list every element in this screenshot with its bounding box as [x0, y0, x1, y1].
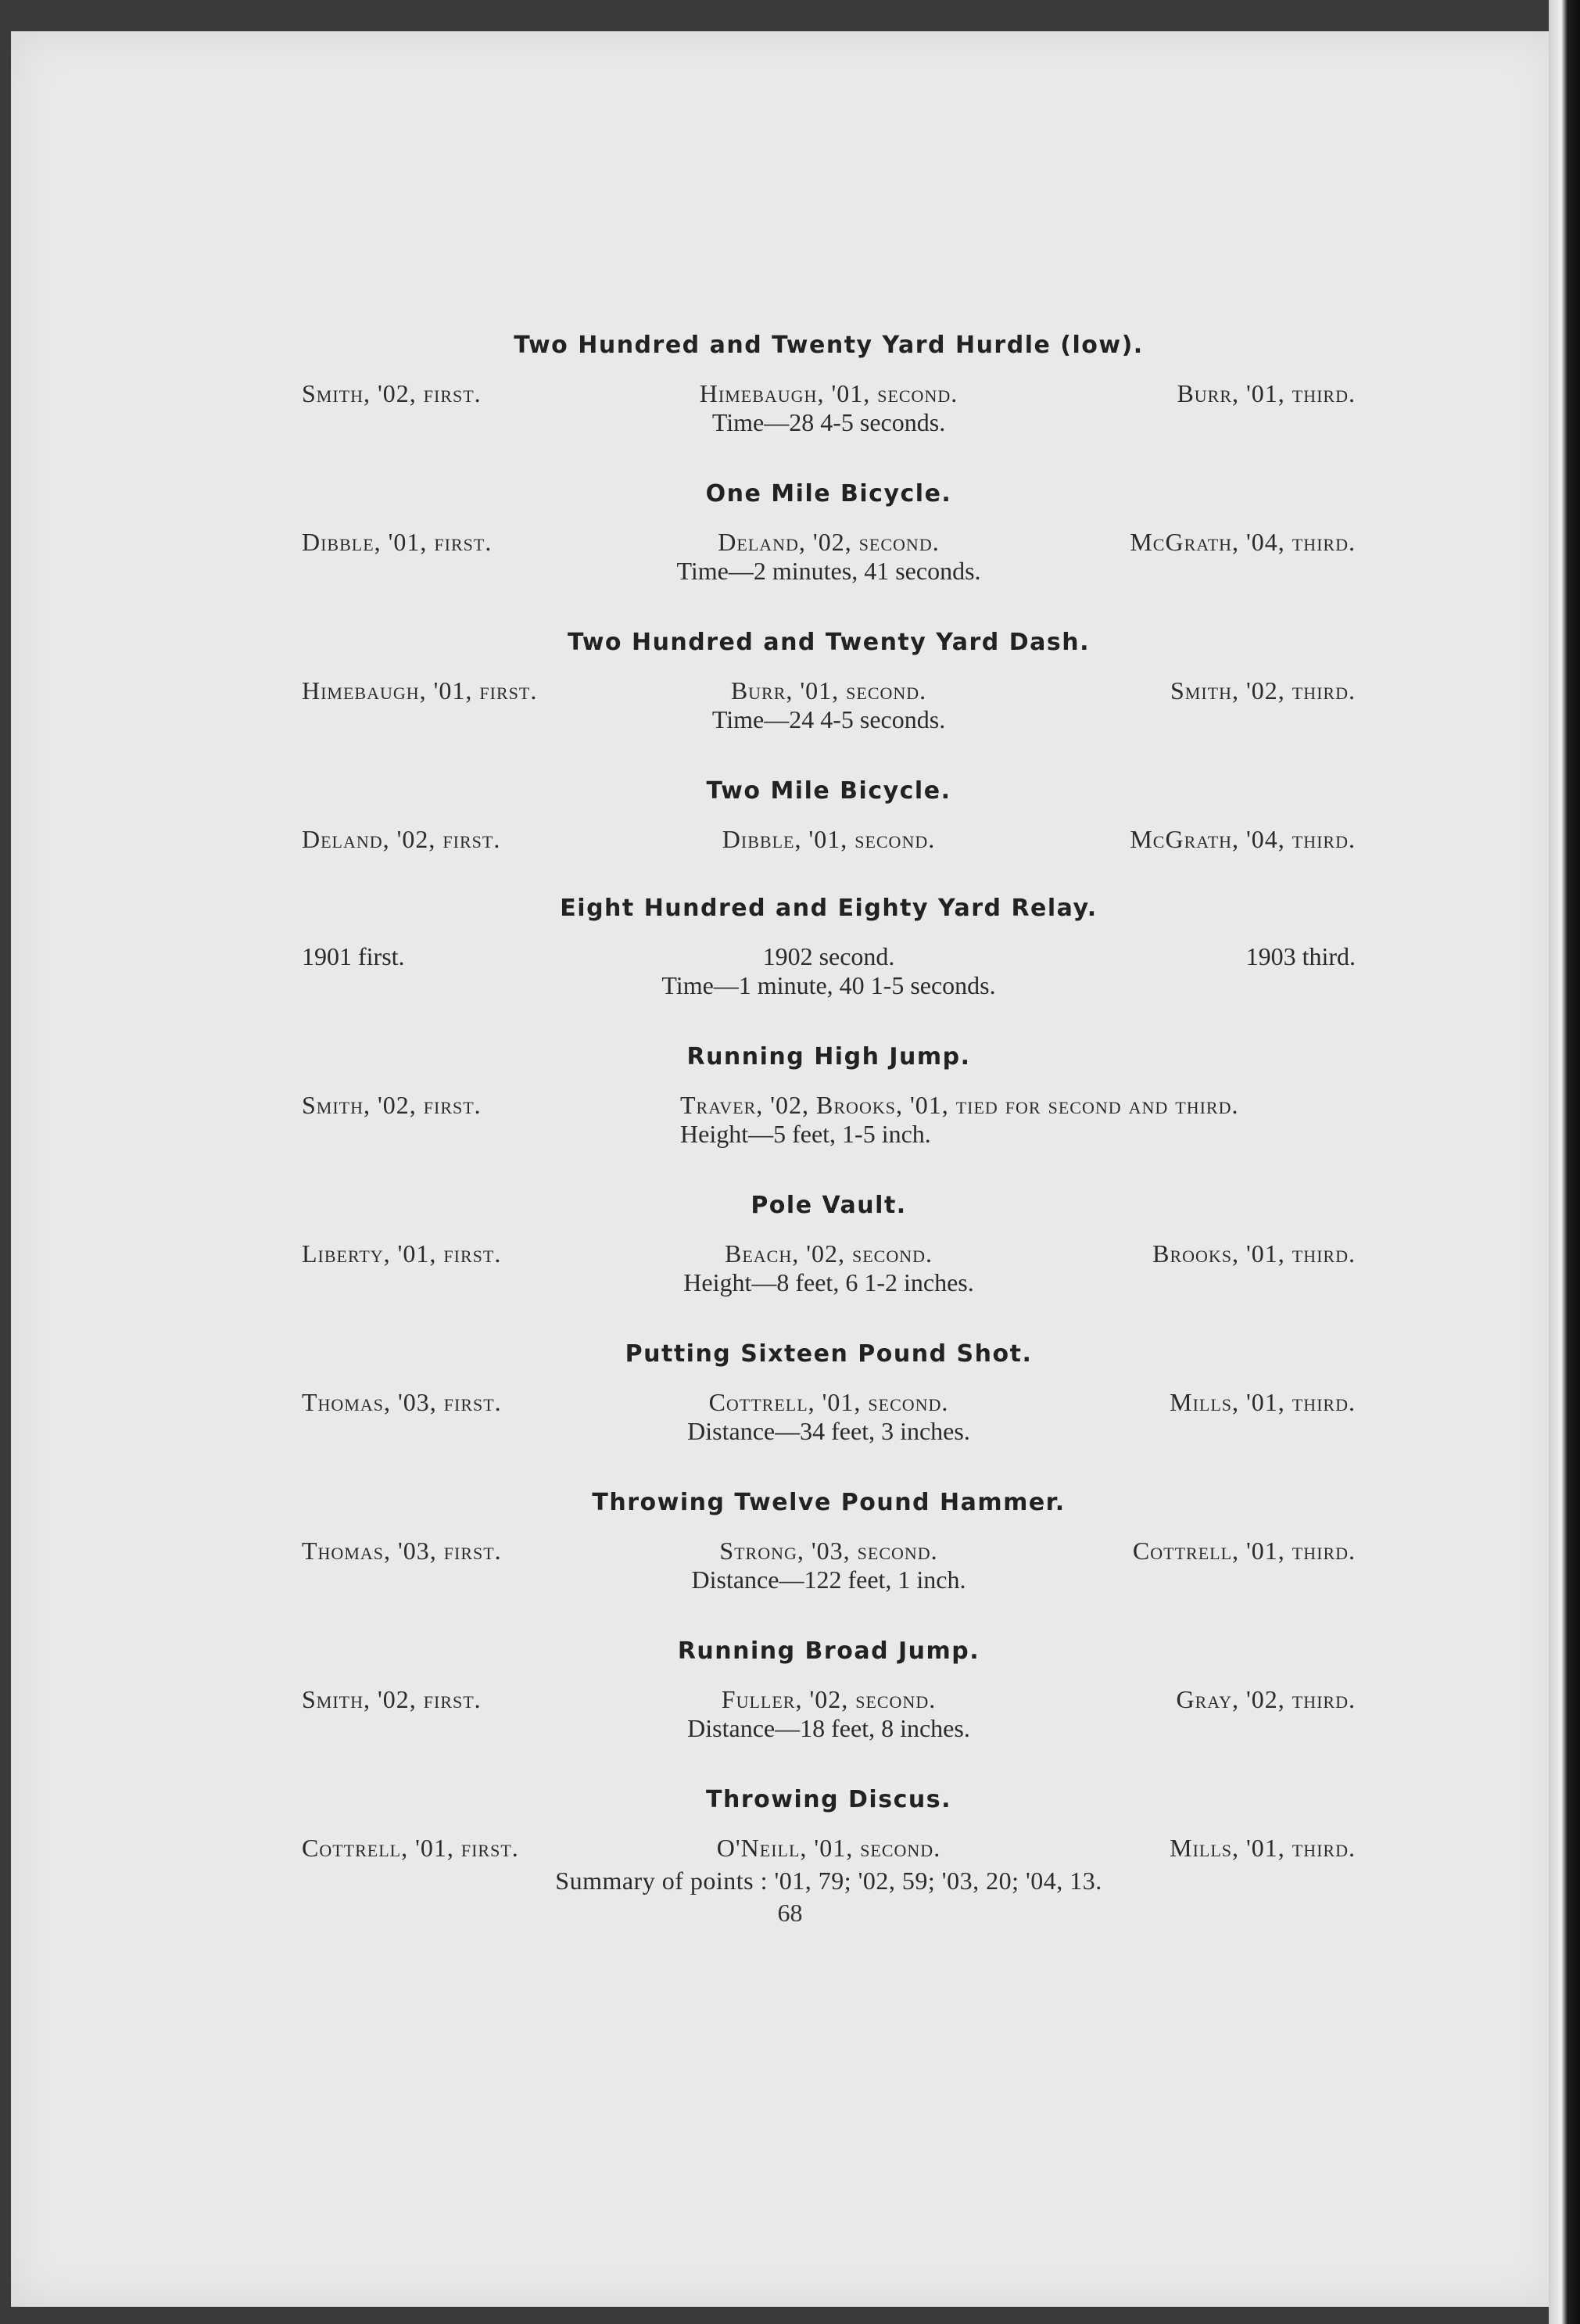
third-place: Smith, '02, third. [1170, 676, 1356, 705]
event-title: Running Broad Jump. [677, 1637, 980, 1665]
placings-row [291, 1684, 1367, 1714]
first-place: Thomas, '03, first. [302, 1388, 502, 1416]
event-shot-put [291, 1337, 1367, 1445]
event-result: Height—8 feet, 6 1-2 inches. [683, 1268, 974, 1296]
event-title: One Mile Bicycle. [705, 480, 952, 507]
event-result: Time—2 minutes, 41 seconds. [676, 557, 981, 585]
third-place: 1903 third. [1245, 942, 1356, 970]
second-place: Himebaugh, '01, second. [699, 379, 958, 407]
first-place: Himebaugh, '01, first. [302, 676, 538, 705]
event-title: Eight Hundred and Eighty Yard Relay. [560, 895, 1098, 922]
event-220-yard-hurdle [291, 328, 1367, 436]
event-discus [291, 1783, 1367, 1863]
event-title: Two Hundred and Twenty Yard Hurdle (low). [514, 332, 1144, 359]
event-result: Distance—34 feet, 3 inches. [687, 1417, 970, 1445]
event-result: Time—24 4-5 seconds. [711, 705, 946, 733]
event-result: Height—5 feet, 1-5 inch. [680, 1120, 931, 1148]
page-number: 68 [777, 1899, 803, 1927]
third-place: McGrath, '04, third. [1130, 825, 1356, 853]
second-place: Burr, '01, second. [730, 676, 927, 705]
second-place: Deland, '02, second. [718, 528, 940, 556]
event-880-yard-relay [291, 891, 1367, 999]
results-list [291, 328, 1367, 1895]
event-result: Distance—122 feet, 1 inch. [691, 1565, 966, 1594]
event-title: Two Hundred and Twenty Yard Dash. [568, 629, 1090, 656]
event-title: Throwing Twelve Pound Hammer. [592, 1489, 1066, 1516]
event-result: Time—28 4-5 seconds. [711, 408, 946, 436]
event-title: Pole Vault. [751, 1192, 907, 1219]
placings-row [291, 824, 1367, 854]
page-edge [1549, 0, 1580, 2324]
second-place: Cottrell, '01, second. [708, 1388, 949, 1416]
first-place: Liberty, '01, first. [302, 1239, 502, 1268]
first-place: Deland, '02, first. [302, 825, 501, 853]
event-one-mile-bicycle [291, 477, 1367, 585]
event-pole-vault [291, 1189, 1367, 1296]
first-place: Smith, '02, first. [302, 379, 482, 407]
placings-row [291, 527, 1367, 557]
event-220-yard-dash [291, 626, 1367, 733]
first-place: Smith, '02, first. [302, 1685, 482, 1713]
first-place: Cottrell, '01, first. [302, 1834, 519, 1862]
second-place: Dibble, '01, second. [722, 825, 936, 853]
placings-row [291, 1090, 1367, 1120]
third-place: Burr, '01, third. [1177, 379, 1356, 407]
placings-row [291, 378, 1367, 408]
second-place: Beach, '02, second. [724, 1239, 933, 1268]
third-place: Cottrell, '01, third. [1132, 1537, 1356, 1565]
third-place: Mills, '01, third. [1170, 1388, 1356, 1416]
third-place: Mills, '01, third. [1170, 1834, 1356, 1862]
event-result: Time—1 minute, 40 1-5 seconds. [661, 971, 996, 999]
placings-row [291, 941, 1367, 971]
second-place: Fuller, '02, second. [721, 1685, 937, 1713]
placings-row [291, 1387, 1367, 1417]
first-place: Smith, '02, first. [302, 1091, 482, 1119]
event-result: Distance—18 feet, 8 inches. [687, 1714, 970, 1742]
placings-row [291, 676, 1367, 705]
event-running-high-jump [291, 1040, 1367, 1148]
event-hammer-throw [291, 1486, 1367, 1594]
event-title: Two Mile Bicycle. [706, 777, 951, 805]
first-place: Thomas, '03, first. [302, 1537, 502, 1565]
second-place: Strong, '03, second. [719, 1537, 938, 1565]
event-two-mile-bicycle [291, 774, 1367, 854]
placings-row [291, 1833, 1367, 1863]
points-summary: Summary of points : '01, 79; '02, 59; '03, 20; '04, 13. [555, 1867, 1102, 1895]
second-place: O'Neill, '01, second. [716, 1834, 941, 1862]
third-place: Brooks, '01, third. [1152, 1239, 1356, 1268]
placings-row [291, 1536, 1367, 1565]
event-title: Running High Jump. [686, 1043, 971, 1071]
first-place: Dibble, '01, first. [302, 528, 493, 556]
second-place: 1902 second. [762, 942, 895, 970]
first-place: 1901 first. [302, 942, 405, 970]
event-running-broad-jump [291, 1634, 1367, 1742]
tied-second-third: Traver, '02, Brooks, '01, tied for second and third. [680, 1091, 1239, 1119]
event-title: Putting Sixteen Pound Shot. [625, 1340, 1033, 1368]
third-place: Gray, '02, third. [1176, 1685, 1356, 1713]
placings-row [291, 1239, 1367, 1268]
third-place: McGrath, '04, third. [1130, 528, 1356, 556]
event-title: Throwing Discus. [706, 1786, 951, 1813]
